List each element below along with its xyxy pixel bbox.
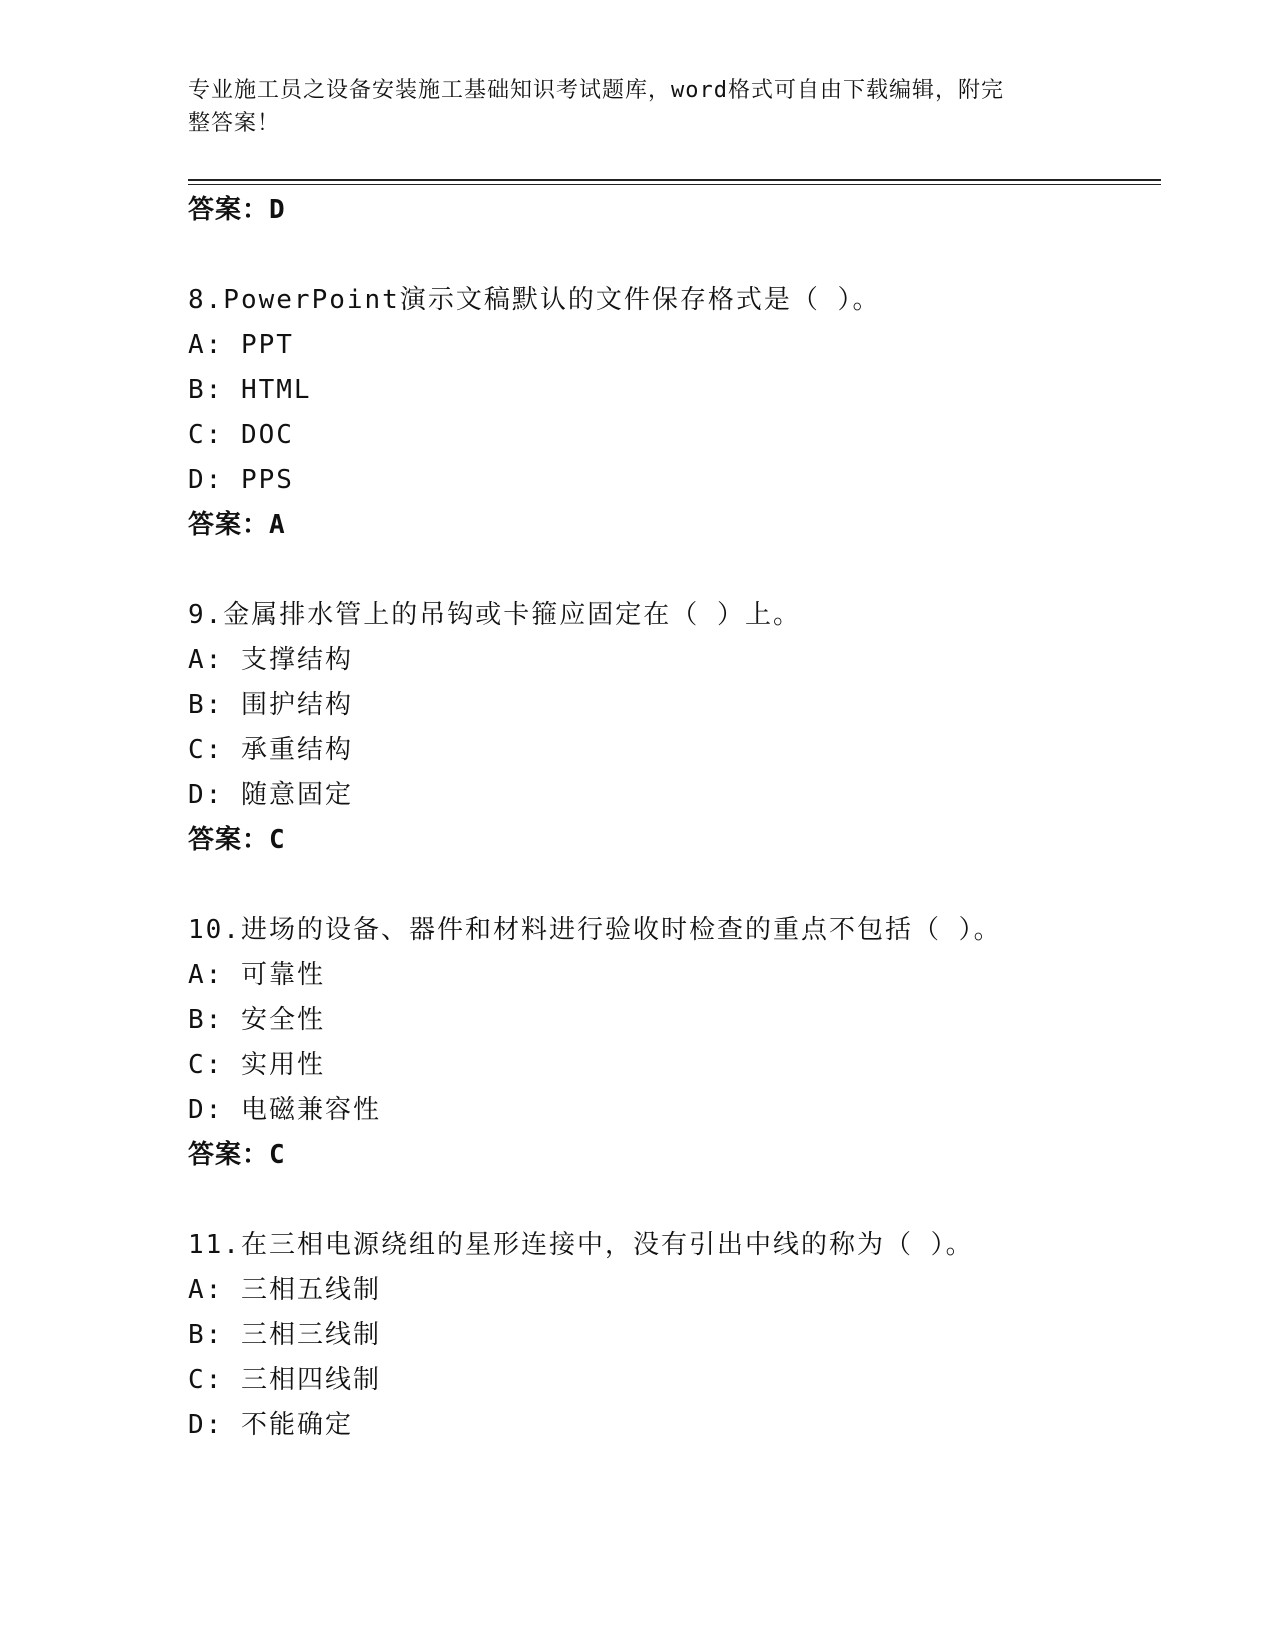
- question-stem-q8: 8.PowerPoint演示文稿默认的文件保存格式是（ ）。: [188, 285, 881, 315]
- header-line-2: 整答案！: [188, 111, 281, 136]
- answer-line-q10: 答案：C: [188, 1140, 286, 1170]
- option-b-q11: B: 三相三线制: [188, 1320, 381, 1350]
- answer-line-q7: 答案：D: [188, 195, 286, 225]
- option-d-q8: D: PPS: [188, 465, 294, 495]
- option-c-q9: C: 承重结构: [188, 735, 353, 765]
- option-a-q11: A: 三相五线制: [188, 1275, 381, 1305]
- option-c-q11: C: 三相四线制: [188, 1365, 381, 1395]
- answer-line-q8: 答案：A: [188, 510, 286, 540]
- option-d-q10: D: 电磁兼容性: [188, 1095, 381, 1125]
- question-stem-q11: 11.在三相电源绕组的星形连接中，没有引出中线的称为（ ）。: [188, 1230, 974, 1260]
- option-d-q9: D: 随意固定: [188, 780, 353, 810]
- option-b-q9: B: 围护结构: [188, 690, 353, 720]
- option-a-q9: A: 支撑结构: [188, 645, 353, 675]
- document-header: [188, 74, 1088, 140]
- option-c-q8: C: DOC: [188, 420, 294, 450]
- header-line-1: 专业施工员之设备安装施工基础知识考试题库，word格式可自由下载编辑，附完: [188, 78, 1004, 103]
- option-b-q10: B: 安全性: [188, 1005, 325, 1035]
- question-stem-q9: 9.金属排水管上的吊钩或卡箍应固定在（ ）上。: [188, 600, 801, 630]
- option-d-q11: D: 不能确定: [188, 1410, 353, 1440]
- option-c-q10: C: 实用性: [188, 1050, 325, 1080]
- answer-line-q9: 答案：C: [188, 825, 286, 855]
- header-divider-thick: [188, 179, 1161, 181]
- header-divider-thin: [188, 184, 1161, 185]
- option-a-q8: A: PPT: [188, 330, 294, 360]
- option-a-q10: A: 可靠性: [188, 960, 325, 990]
- question-stem-q10: 10.进场的设备、器件和材料进行验收时检查的重点不包括（ ）。: [188, 915, 1002, 945]
- option-b-q8: B: HTML: [188, 375, 312, 405]
